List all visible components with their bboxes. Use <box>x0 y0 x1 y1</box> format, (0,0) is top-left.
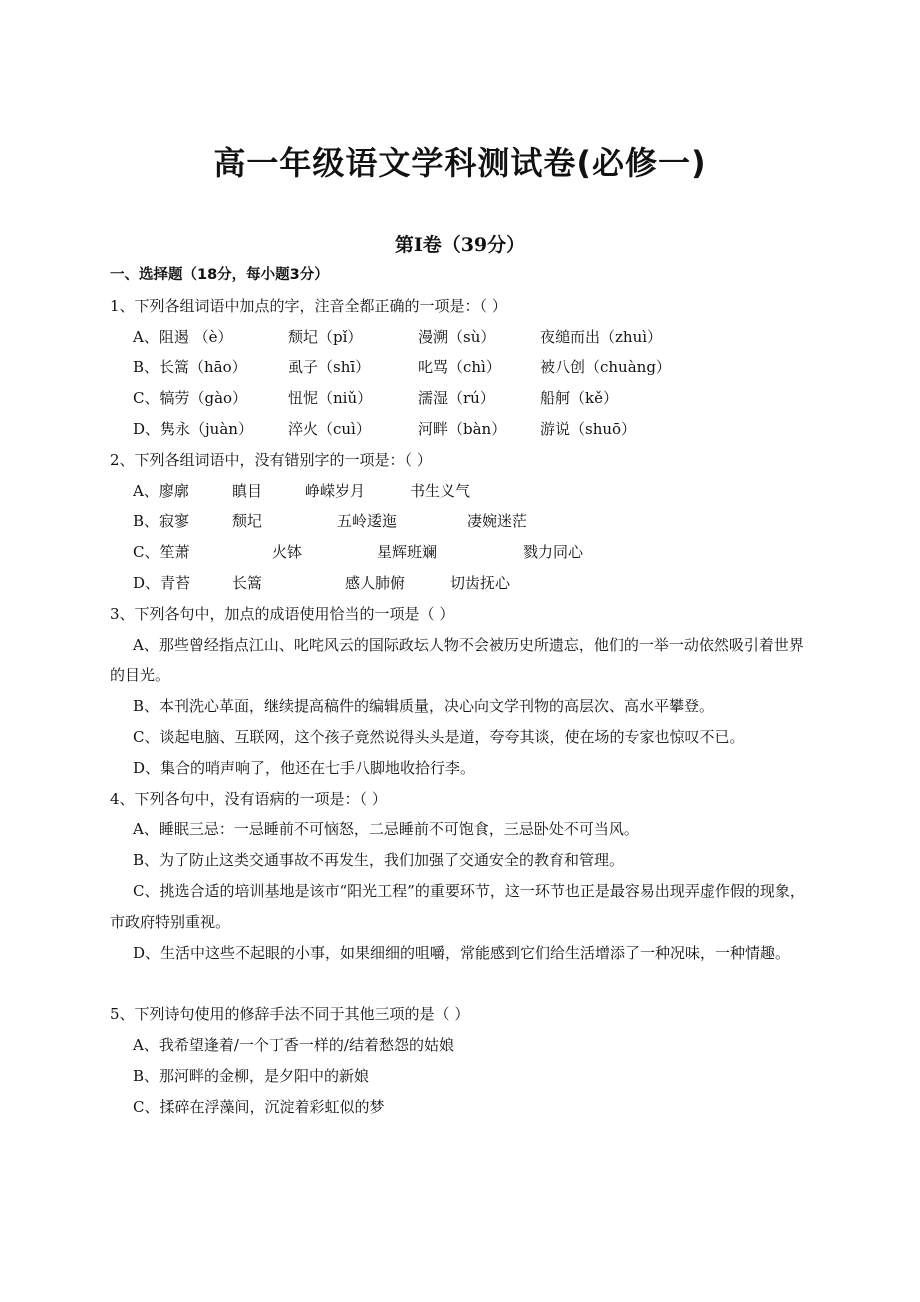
option-cell: 游说（shuō） <box>540 419 637 438</box>
question-2-option-a <box>110 476 810 507</box>
spacer <box>110 968 810 999</box>
option-cell: B、寂寥 <box>133 512 190 531</box>
question-1-option-a <box>110 322 810 353</box>
question-1-option-d <box>110 414 810 445</box>
option-cell: 被八创（chuàng） <box>540 358 671 377</box>
option-cell: 长篙 <box>232 573 263 592</box>
question-3-option-c: C、谈起电脑、互联网，这个孩子竟然说得头头是道，夸夸其谈，使在场的专家也惊叹不已。 <box>133 727 745 746</box>
question-2-stem: 2、下列各组词语中，没有错别字的一项是：（ ） <box>110 450 432 469</box>
question-4-stem: 4、下列各句中，没有语病的一项是：（ ） <box>110 789 387 808</box>
question-4-option-d: D、生活中这些不起眼的小事，如果细细的咀嚼，常能感到它们给生活增添了一种况味，一种情趣。 <box>133 943 791 962</box>
option-cell: 颓圮 <box>232 512 263 531</box>
option-cell: 颓圮（pǐ） <box>288 327 363 346</box>
question-5-option-a: A、我希望逢着/一个丁香一样的/结着愁怨的姑娘 <box>133 1035 454 1054</box>
question-1-option-b <box>110 352 810 383</box>
option-cell: 书生义气 <box>410 481 471 500</box>
option-cell: 峥嵘岁月 <box>305 481 366 500</box>
exam-content <box>110 260 810 1122</box>
question-3-option-a: A、那些曾经指点江山、叱咤风云的国际政坛人物不会被历史所遗忘，他们的一举一动依然吸引着世界的目光。 <box>110 635 804 685</box>
option-cell: 火钵 <box>272 543 303 562</box>
option-cell: 戮力同心 <box>523 543 584 562</box>
question-3-option-b: B、本刊洗心革面，继续提高稿件的编辑质量，决心向文学刊物的高层次、高水平攀登。 <box>133 697 715 716</box>
option-cell: C、笙萧 <box>133 543 190 562</box>
option-cell: 濡湿（rú） <box>418 389 495 408</box>
option-cell: 淬火（cuì） <box>288 419 371 438</box>
option-cell: 叱骂（chì） <box>418 358 501 377</box>
option-cell: 河畔（bàn） <box>418 419 507 438</box>
question-5-stem: 5、下列诗句使用的修辞手法不同于其他三项的是（ ） <box>110 1005 470 1024</box>
question-1-option-c <box>110 383 810 414</box>
question-2-option-d <box>110 568 810 599</box>
question-3-option-d: D、集合的哨声响了，他还在七手八脚地收拾行李。 <box>133 758 476 777</box>
section-title: 第Ⅰ卷（39分） <box>394 234 526 256</box>
option-cell: 星辉班斓 <box>377 543 438 562</box>
page-title: 高一年级语文学科测试卷(必修一) <box>213 144 707 182</box>
option-cell: 虱子（shī） <box>288 358 371 377</box>
question-4-option-c: C、挑选合适的培训基地是该市“阳光工程”的重要环节，这一环节也正是最容易出现弄虚作假的现象，市政府特别重视。 <box>110 881 805 931</box>
option-cell: A、阻遏 （è） <box>133 327 233 346</box>
question-1-stem: 1、下列各组词语中加点的字，注音全都正确的一项是：（ ） <box>110 296 507 315</box>
option-cell: 夜缒而出（zhuì） <box>540 327 663 346</box>
option-cell: D、隽永（juàn） <box>133 419 253 438</box>
question-3-stem: 3、下列各句中，加点的成语使用恰当的一项是（ ） <box>110 604 455 623</box>
option-cell: B、长篙（hāo） <box>133 358 247 377</box>
part-heading: 一、选择题（18分，每小题3分） <box>110 267 329 283</box>
question-5-option-c: C、揉碎在浮藻间，沉淀着彩虹似的梦 <box>133 1097 385 1116</box>
option-cell: 漫溯（sù） <box>418 327 496 346</box>
question-2-option-c <box>110 537 810 568</box>
option-cell: A、廖廓 <box>133 481 189 500</box>
question-4-option-a: A、睡眠三忌：一忌睡前不可恼怒，二忌睡前不可饱食，三忌卧处不可当风。 <box>133 820 639 839</box>
option-cell: C、犒劳（gào） <box>133 389 248 408</box>
option-cell: 瞋目 <box>232 481 263 500</box>
question-5-option-b: B、那河畔的金柳，是夕阳中的新娘 <box>133 1066 370 1085</box>
option-cell: 凄婉迷茫 <box>467 512 528 531</box>
option-cell: 船舸（kě） <box>540 389 618 408</box>
option-cell: 忸怩（niǔ） <box>288 389 373 408</box>
question-4-option-b: B、为了防止这类交通事故不再发生，我们加强了交通安全的教育和管理。 <box>133 851 625 870</box>
option-cell: 感人肺俯 <box>345 573 406 592</box>
option-cell: 切齿抚心 <box>450 573 511 592</box>
option-cell: D、青苔 <box>133 573 191 592</box>
option-cell: 五岭逶迤 <box>337 512 398 531</box>
question-2-option-b <box>110 506 810 537</box>
